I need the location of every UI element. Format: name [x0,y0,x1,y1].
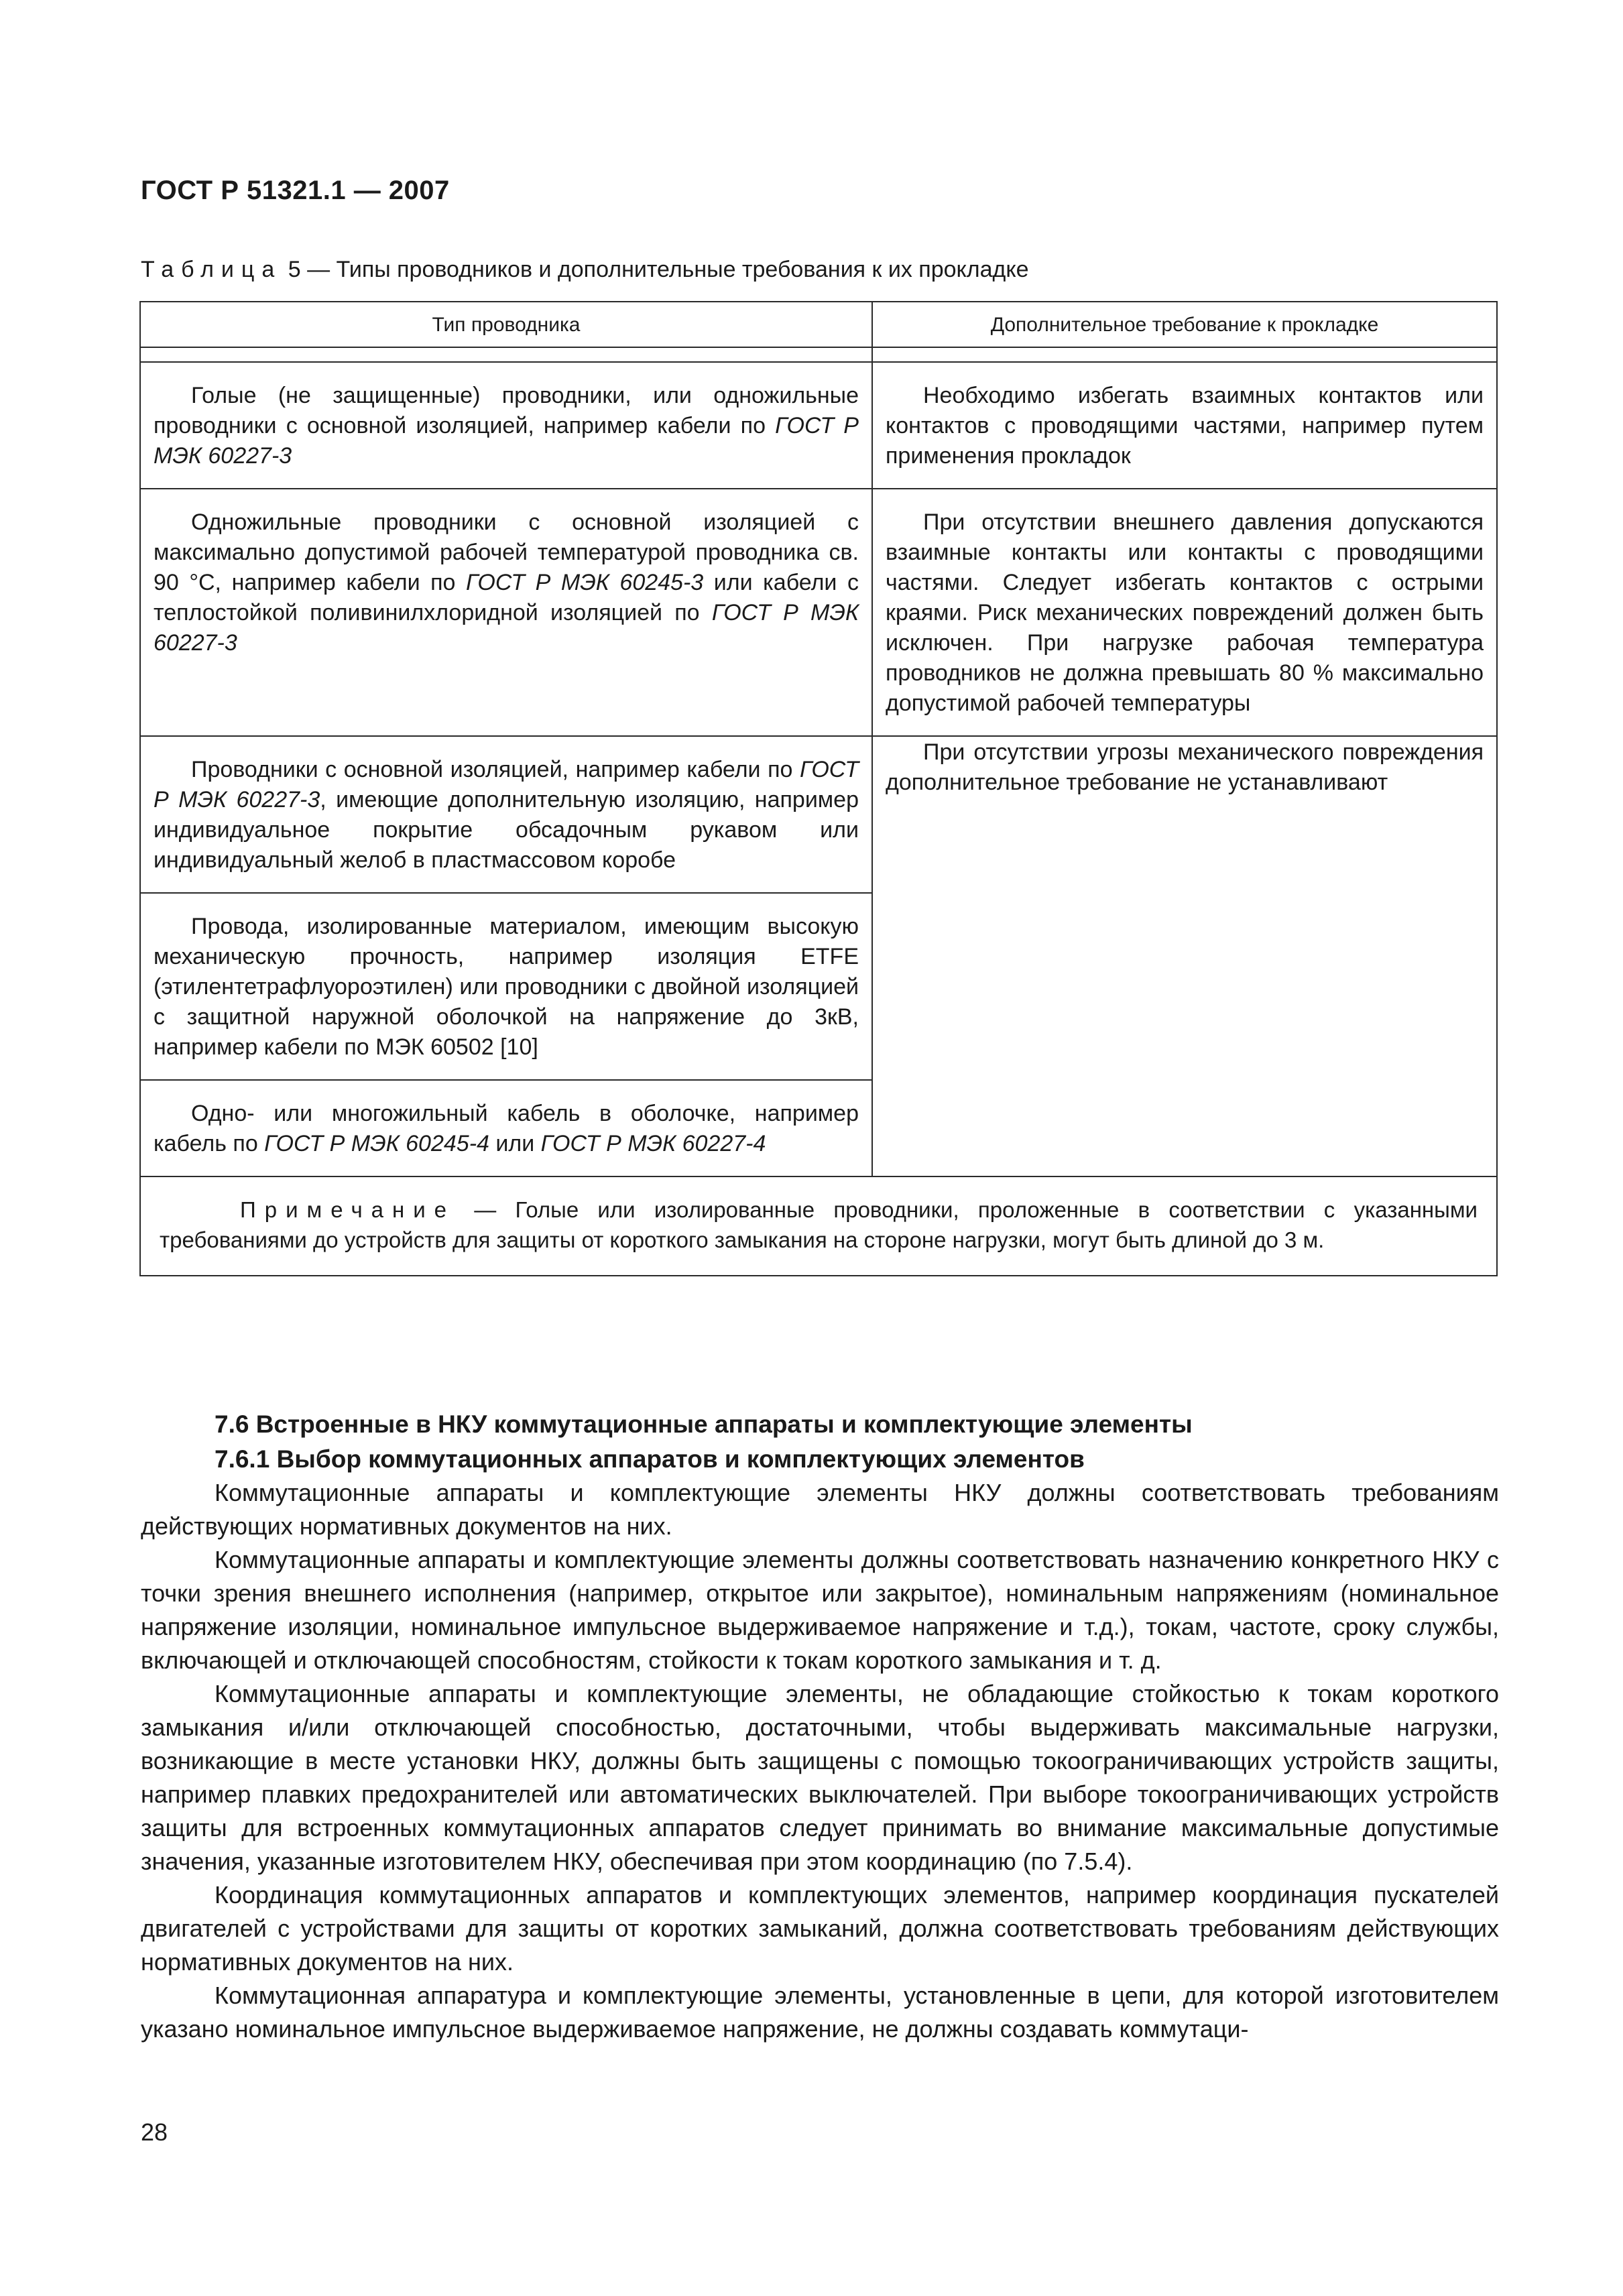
paragraph: Коммутационная аппаратура и комплектующие элементы, установленные в цепи, для которой изготовителем указано номинальное импульсное выдерживаемое напряжение, не должны создавать коммутаци- [141,1982,1499,2043]
conductor-type-cell: Провода, изолированные материалом, имеющим высокую механическую прочность, например изоляция ETFE (этилентетрафлуороэтилен) или проводники с двойной изоляцией с защитной наружной оболочкой на напряжение до 3кВ, например кабели по МЭК 60502 [10] [140,893,872,1080]
table-row [140,736,1497,893]
table-caption-prefix: Таблица [141,257,282,282]
page-number: 28 [141,2118,168,2146]
table-caption [141,257,1029,283]
standard-reference: ГОСТ Р МЭК 60227-3 [154,413,859,469]
column-header-requirement: Дополнительное требование к прокладке [872,302,1497,347]
conductor-type-cell: Одно- или многожильный кабель в оболочке, например кабель по ГОСТ Р МЭК 60245-4 или ГОСТ Р МЭК 60227-4 [140,1080,872,1176]
column-header-conductor-type: Тип проводника [140,302,872,347]
document-code: ГОСТ Р 51321.1 — 2007 [141,176,450,205]
table-caption-title: 5 — Типы проводников и дополнительные требования к их прокладке [282,257,1029,282]
table-header-spacer [140,347,1497,362]
note-text: — Голые или изолированные проводники, проложенные в соответствии с указанными требованиями до устройств для защиты от короткого замыкания на стороне нагрузки, могут быть длиной до 3 м. [160,1197,1478,1252]
table-header-row [140,302,1497,347]
paragraph: Коммутационные аппараты и комплектующие элементы НКУ должны соответствовать требованиям действующих нормативных документов на них. [141,1479,1499,1540]
table-row [140,489,1497,736]
standard-reference: ГОСТ Р МЭК 60227-3 [154,600,859,656]
conductors-table [139,301,1498,1276]
conductor-type-cell: Проводники с основной изоляцией, например кабели по ГОСТ Р МЭК 60227-3, имеющие дополнительную изоляцию, например индивидуальное покрытие обсадочным рукавом или индивидуальный желоб в пластмассовом коробе [140,736,872,893]
standard-reference: ГОСТ Р МЭК 60245-3 [466,570,704,595]
standard-reference: ГОСТ Р МЭК 60227-3 [154,757,859,812]
conductor-type-cell: Одножильные проводники с основной изоляцией с максимально допустимой рабочей температурой проводника св. 90 °С, например кабели по ГОСТ Р МЭК 60245-3 или кабели с теплостойкой поливинилхлоридной изоляцией по ГОСТ Р МЭК 60227-3 [140,489,872,736]
requirement-cell: При отсутствии внешнего давления допускаются взаимные контакты или контакты с проводящими частями. Следует избегать контактов с острыми краями. Риск механических повреждений должен быть исключен. При нагрузке рабочая температура проводников не должна превышать 80 % максимально допустимой рабочей температуры [872,489,1497,736]
requirement-cell-merged: При отсутствии угрозы механического повреждения дополнительное требование не устанавливают [872,736,1497,1176]
section-heading-7-6: 7.6 Встроенные в НКУ коммутационные аппараты и комплектующие элементы [215,1410,1193,1438]
section-heading-7-6-1: 7.6.1 Выбор коммутационных аппаратов и комплектующих элементов [215,1445,1085,1473]
note-label: Примечание [240,1197,456,1222]
table-note-row [140,1176,1497,1276]
paragraph: Коммутационные аппараты и комплектующие элементы, не обладающие стойкостью к токам короткого замыкания и/или отключающей способностью, достаточными, чтобы выдерживать максимальные нагрузки, возникающие в месте установки НКУ, должны быть защищены с помощью токоограничивающих устройств защиты, например плавких предохранителей или автоматических выключателей. При выборе токоограничивающих устройств защиты для встроенных коммутационных аппаратов следует принимать во внимание максимальные допустимые значения, указанные изготовителем НКУ, обеспечивая при этом координацию (по 7.5.4). [141,1680,1499,1875]
paragraph: Координация коммутационных аппаратов и комплектующих элементов, например координация пускателей двигателей с устройствами для защиты от коротких замыканий, должна соответствовать требованиям действующих нормативных документов на них. [141,1881,1499,1976]
paragraph: Коммутационные аппараты и комплектующие элементы должны соответствовать назначению конкретного НКУ с точки зрения внешнего исполнения (например, открытое или закрытое), номинальным напряжениям (номинальное напряжение изоляции, номинальное импульсное выдерживаемое напряжение и т.д.), токам, частоте, сроку службы, включающей и отключающей способностям, стойкости к токам короткого замыкания и т. д. [141,1546,1499,1674]
table-note [140,1176,1497,1276]
requirement-cell: Необходимо избегать взаимных контактов или контактов с проводящими частями, например путем применения прокладок [872,362,1497,489]
conductor-type-cell: Голые (не защищенные) проводники, или одножильные проводники с основной изоляцией, например кабели по ГОСТ Р МЭК 60227-3 [140,362,872,489]
section-body [141,1476,1499,2046]
table-row [140,362,1497,489]
standard-reference: ГОСТ Р МЭК 60245-4 [264,1131,489,1156]
standard-reference: ГОСТ Р МЭК 60227-4 [540,1131,766,1156]
